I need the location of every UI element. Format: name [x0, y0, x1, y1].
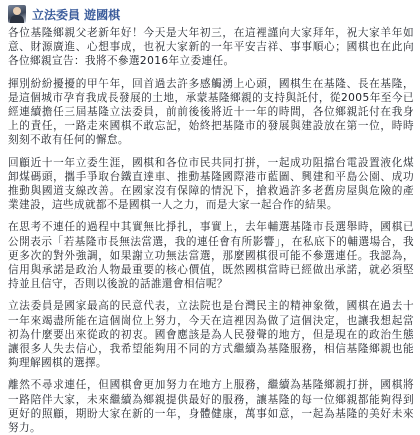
author-name-link[interactable]: 立法委員 遊國棋 — [32, 7, 121, 22]
post-paragraph-5: 立法委員是國家最高的民意代表，立法院也是台灣民主的精神象徵，國棋在過去十一年來竭盡所能在這個崗位上努力，今天在這裡因為做了這個決定，也讓我想起當初為什麼要出來從政的初衷。國會應該是為人民發聲的地方，但是現在的政治生態讓很多人失去信心，我希望能夠用不同的方式繼續為基隆服務，相信基隆鄉親也能夠理解國棋的選擇。 — [8, 300, 414, 370]
post-paragraph-3: 回顧近十一年立委生涯，國棋和各位市民共同打拼，一起成功阻擋台電設置液化煤卸煤碼頭，攜手爭取台鐵直達車、推動基隆國際港市藍圖、興建和平島公園、成功推動與國道支線改善。在國家沒有保障的情況下，搶救過許多老舊房屋與危險的產業建設，這些成就都不是國棋一人之力，而是大家一起合作的結果。 — [8, 156, 414, 212]
avatar-body-shape — [10, 15, 24, 23]
post-body — [8, 26, 414, 435]
post-paragraph-4: 在思考不連任的過程中其實無比掙扎，事實上，去年輔選基隆市長選舉時，國棋已公開表示「若基隆市長無法當選，我的連任會有所影響」，在私底下的輔選場合，我更多次的對外強調，如果謝立功無法當選，那麼國棋很可能不參選連任。我認為，信用與承諾是政治人物最重要的核心價值，既然國棋當時已經做出承諾，就必須堅持並且信守，否則以後說的話誰還會相信呢？ — [8, 221, 414, 291]
post-header — [8, 3, 414, 25]
post-paragraph-2: 揮別紛紛擾擾的甲午年，回首過去許多感觸湧上心頭，國棋生在基隆、長在基隆，是這個城市孕育我成長發展的土地，承蒙基隆鄉親的支持與託付，從2005年至今已經連續擔任三屆基隆立法委員，前前後後將近十一年的時間，各位鄉親託付在我身上的責任，一路走來國棋不敢忘記，始終把基隆市的發展與建設放在第一位，時時刻刻不敢有任何的懈怠。 — [8, 77, 414, 147]
post-paragraph-1: 各位基隆鄉親父老新年好！今天是大年初三，在這裡謹向大家拜年，祝大家羊年如意、財源廣進、心想事成，也祝大家新的一年平安吉祥、事事順心；國棋也在此向各位鄉親宣告：我將不參選2016年立委連任。 — [8, 27, 414, 68]
avatar-head-shape — [13, 7, 21, 15]
post-paragraph-6: 離然不尋求連任，但國棋會更加努力在地方上服務，繼續為基隆鄉親打拼，國棋將一路陪伴大家，未來繼續為鄉親提供最好的服務，讓基隆的每一位鄉親都能夠得到更好的照顧，期盼大家在新的一年，身體健康，萬事如意，一起為基隆的美好未來努力。 — [8, 379, 414, 435]
profile-photo-icon[interactable] — [8, 5, 26, 23]
